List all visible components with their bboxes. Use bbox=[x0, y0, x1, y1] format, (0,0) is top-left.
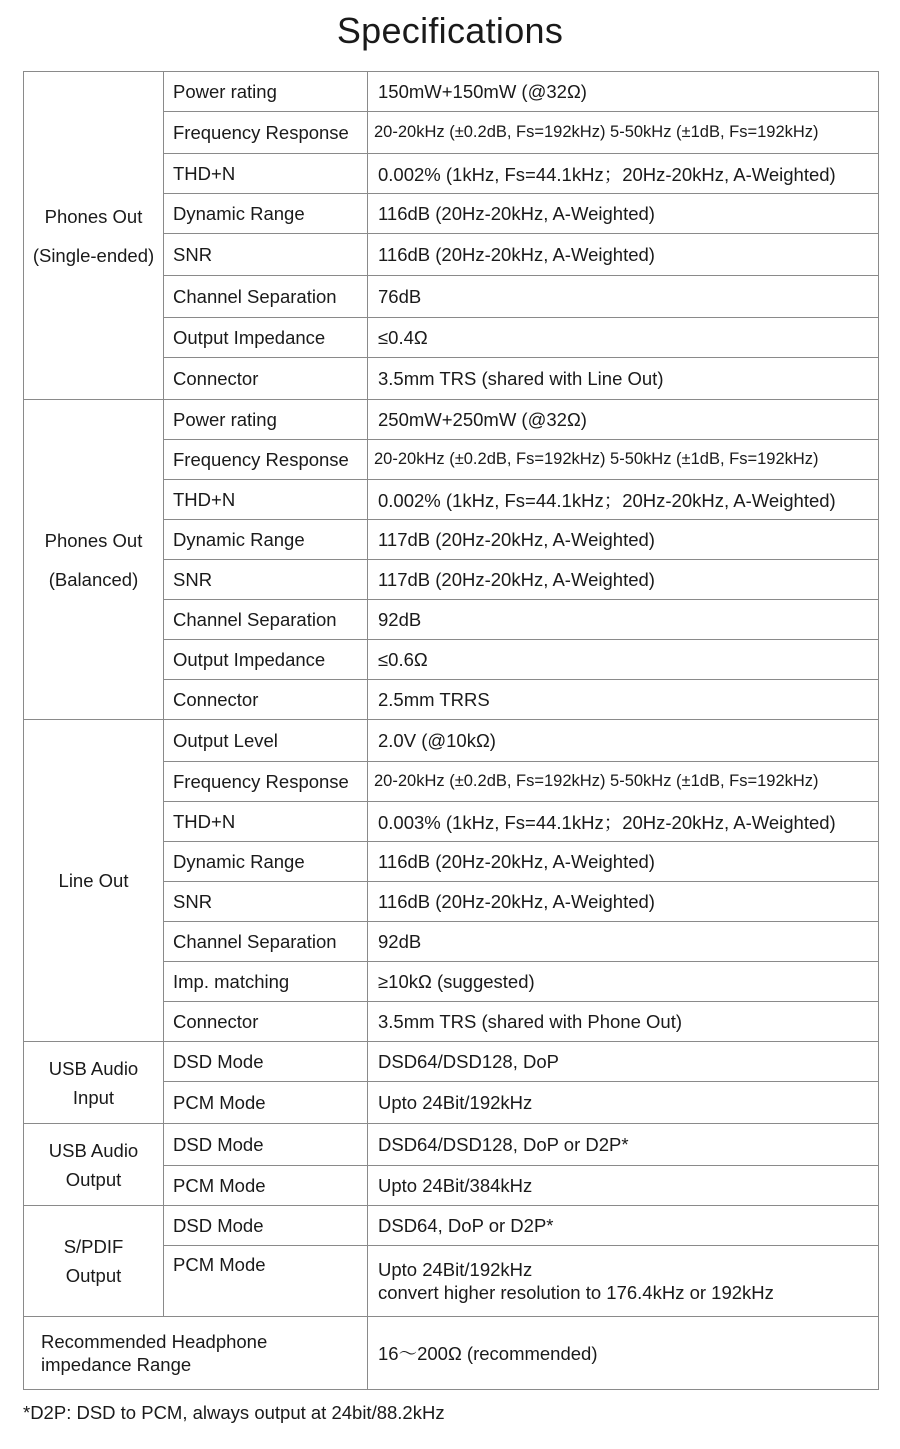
value-cell: 92dB bbox=[368, 922, 879, 962]
table-row bbox=[24, 72, 879, 112]
value-cell: Upto 24Bit/192kHz convert higher resolution to 176.4kHz or 192kHz bbox=[368, 1246, 879, 1317]
value-cell: 116dB (20Hz-20kHz, A-Weighted) bbox=[368, 842, 879, 882]
section-label-phones-single: Phones Out (Single-ended) bbox=[24, 72, 164, 400]
param-cell: Channel Separation bbox=[164, 276, 368, 318]
table-row bbox=[24, 1317, 879, 1390]
value-cell: 3.5mm TRS (shared with Line Out) bbox=[368, 358, 879, 400]
param-cell: THD+N bbox=[164, 154, 368, 194]
param-cell: SNR bbox=[164, 234, 368, 276]
param-cell: Power rating bbox=[164, 400, 368, 440]
value-cell: 0.003% (1kHz, Fs=44.1kHz；20Hz-20kHz, A-Weighted) bbox=[368, 802, 879, 842]
param-cell: Dynamic Range bbox=[164, 842, 368, 882]
param-cell: PCM Mode bbox=[164, 1082, 368, 1124]
section-label-usb-input: USB Audio Input bbox=[24, 1042, 164, 1124]
table-row bbox=[24, 400, 879, 440]
value-cell: 0.002% (1kHz, Fs=44.1kHz；20Hz-20kHz, A-Weighted) bbox=[368, 154, 879, 194]
value-cell: ≤0.6Ω bbox=[368, 640, 879, 680]
table-row bbox=[24, 720, 879, 762]
param-cell: Channel Separation bbox=[164, 600, 368, 640]
value-cell: 117dB (20Hz-20kHz, A-Weighted) bbox=[368, 560, 879, 600]
value-cell: 20-20kHz (±0.2dB, Fs=192kHz) 5-50kHz (±1dB, Fs=192kHz) bbox=[368, 762, 879, 802]
param-cell: PCM Mode bbox=[164, 1246, 368, 1317]
param-cell: Power rating bbox=[164, 72, 368, 112]
param-cell: DSD Mode bbox=[164, 1124, 368, 1166]
value-cell: 2.5mm TRRS bbox=[368, 680, 879, 720]
value-cell: DSD64, DoP or D2P* bbox=[368, 1206, 879, 1246]
param-cell: Dynamic Range bbox=[164, 520, 368, 560]
param-cell: THD+N bbox=[164, 802, 368, 842]
param-cell: Frequency Response bbox=[164, 440, 368, 480]
value-cell: 76dB bbox=[368, 276, 879, 318]
param-cell: Channel Separation bbox=[164, 922, 368, 962]
param-cell: DSD Mode bbox=[164, 1042, 368, 1082]
value-cell: ≤0.4Ω bbox=[368, 318, 879, 358]
page-title: Specifications bbox=[336, 10, 564, 51]
recommended-label: Recommended Headphone impedance Range bbox=[24, 1317, 368, 1390]
param-cell: SNR bbox=[164, 882, 368, 922]
param-cell: Connector bbox=[164, 680, 368, 720]
value-cell: DSD64/DSD128, DoP bbox=[368, 1042, 879, 1082]
param-cell: Output Impedance bbox=[164, 318, 368, 358]
param-cell: THD+N bbox=[164, 480, 368, 520]
table-row bbox=[24, 1206, 879, 1246]
table-row bbox=[24, 1042, 879, 1082]
section-label-phones-balanced: Phones Out (Balanced) bbox=[24, 400, 164, 720]
param-cell: Connector bbox=[164, 358, 368, 400]
value-cell: DSD64/DSD128, DoP or D2P* bbox=[368, 1124, 879, 1166]
value-cell: 0.002% (1kHz, Fs=44.1kHz；20Hz-20kHz, A-Weighted) bbox=[368, 480, 879, 520]
param-cell: Imp. matching bbox=[164, 962, 368, 1002]
value-cell: 3.5mm TRS (shared with Phone Out) bbox=[368, 1002, 879, 1042]
param-cell: Output Impedance bbox=[164, 640, 368, 680]
specifications-table bbox=[23, 71, 879, 1390]
footnote: *D2P: DSD to PCM, always output at 24bit/88.2kHz bbox=[23, 1402, 445, 1423]
param-cell: SNR bbox=[164, 560, 368, 600]
value-cell: Upto 24Bit/384kHz bbox=[368, 1166, 879, 1206]
value-cell: 92dB bbox=[368, 600, 879, 640]
value-cell: 116dB (20Hz-20kHz, A-Weighted) bbox=[368, 194, 879, 234]
param-cell: PCM Mode bbox=[164, 1166, 368, 1206]
value-cell: 116dB (20Hz-20kHz, A-Weighted) bbox=[368, 882, 879, 922]
value-cell: ≥10kΩ (suggested) bbox=[368, 962, 879, 1002]
param-cell: Frequency Response bbox=[164, 112, 368, 154]
value-cell: 20-20kHz (±0.2dB, Fs=192kHz) 5-50kHz (±1dB, Fs=192kHz) bbox=[368, 440, 879, 480]
table-row bbox=[24, 1124, 879, 1166]
value-cell: 117dB (20Hz-20kHz, A-Weighted) bbox=[368, 520, 879, 560]
param-cell: DSD Mode bbox=[164, 1206, 368, 1246]
param-cell: Connector bbox=[164, 1002, 368, 1042]
value-cell: 250mW+250mW (@32Ω) bbox=[368, 400, 879, 440]
param-cell: Frequency Response bbox=[164, 762, 368, 802]
param-cell: Output Level bbox=[164, 720, 368, 762]
param-cell: Dynamic Range bbox=[164, 194, 368, 234]
value-cell: Upto 24Bit/192kHz bbox=[368, 1082, 879, 1124]
section-label-line-out: Line Out bbox=[24, 720, 164, 1042]
section-label-spdif-output: S/PDIF Output bbox=[24, 1206, 164, 1317]
value-cell: 150mW+150mW (@32Ω) bbox=[368, 72, 879, 112]
section-label-usb-output: USB Audio Output bbox=[24, 1124, 164, 1206]
recommended-value: 16～200Ω (recommended) bbox=[368, 1317, 879, 1390]
value-cell: 20-20kHz (±0.2dB, Fs=192kHz) 5-50kHz (±1dB, Fs=192kHz) bbox=[368, 112, 879, 154]
value-cell: 116dB (20Hz-20kHz, A-Weighted) bbox=[368, 234, 879, 276]
value-cell: 2.0V (@10kΩ) bbox=[368, 720, 879, 762]
